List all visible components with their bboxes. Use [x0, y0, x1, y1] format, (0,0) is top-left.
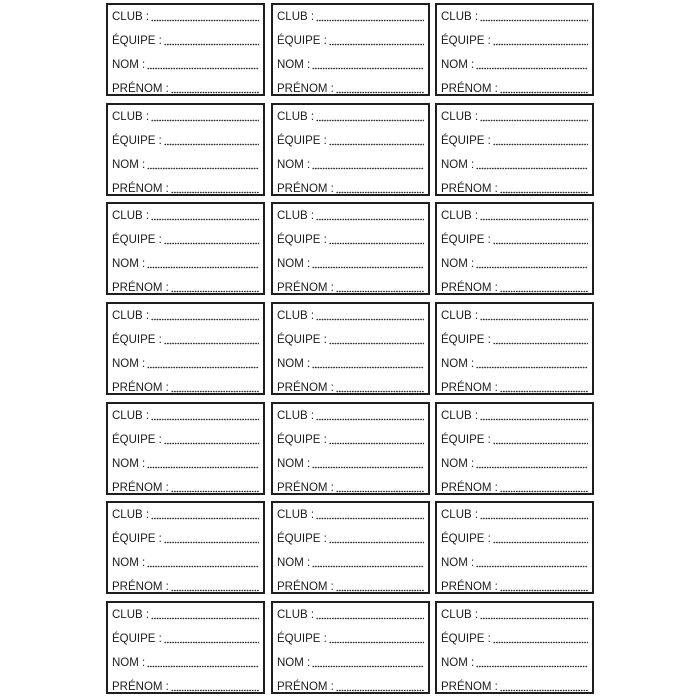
- club-field-label: CLUB :: [277, 509, 315, 521]
- nom-dotted-line: [476, 266, 588, 269]
- prenom-field: [441, 80, 588, 96]
- prenom-field: [441, 279, 588, 295]
- club-field: [112, 108, 259, 124]
- prenom-field: [112, 180, 259, 196]
- equipe-field-label: ÉQUIPE :: [277, 35, 327, 47]
- nom-field: [441, 156, 588, 172]
- prenom-dotted-line: [336, 290, 424, 293]
- nom-field-label: NOM :: [277, 358, 311, 370]
- equipe-dotted-line: [329, 442, 424, 445]
- nom-dotted-line: [147, 466, 259, 469]
- nom-dotted-line: [147, 67, 259, 70]
- nom-field: [112, 355, 259, 371]
- prenom-dotted-line: [500, 589, 588, 592]
- equipe-dotted-line: [329, 143, 424, 146]
- club-dotted-line: [480, 418, 588, 421]
- prenom-field: [441, 379, 588, 395]
- equipe-dotted-line: [493, 641, 588, 644]
- name-label-card: [271, 302, 430, 395]
- nom-field-label: NOM :: [277, 557, 311, 569]
- nom-field: [277, 554, 424, 570]
- prenom-dotted-line: [336, 589, 424, 592]
- prenom-field: [441, 479, 588, 495]
- equipe-field-label: ÉQUIPE :: [112, 234, 162, 246]
- equipe-dotted-line: [329, 541, 424, 544]
- prenom-field: [441, 180, 588, 196]
- prenom-field: [112, 479, 259, 495]
- equipe-field-label: ÉQUIPE :: [441, 35, 491, 47]
- equipe-dotted-line: [164, 43, 259, 46]
- prenom-field-label: PRÉNOM :: [441, 581, 498, 593]
- club-field: [277, 108, 424, 124]
- equipe-field-label: ÉQUIPE :: [441, 434, 491, 446]
- equipe-field-label: ÉQUIPE :: [112, 135, 162, 147]
- name-label-card: [435, 601, 594, 694]
- prenom-field: [441, 678, 588, 694]
- equipe-field-label: ÉQUIPE :: [441, 234, 491, 246]
- equipe-dotted-line: [164, 442, 259, 445]
- club-field: [441, 606, 588, 622]
- prenom-field-label: PRÉNOM :: [277, 282, 334, 294]
- club-field: [112, 407, 259, 423]
- club-field: [441, 307, 588, 323]
- club-dotted-line: [480, 617, 588, 620]
- prenom-field: [277, 578, 424, 594]
- equipe-dotted-line: [329, 242, 424, 245]
- club-dotted-line: [151, 19, 259, 22]
- nom-dotted-line: [312, 67, 424, 70]
- equipe-dotted-line: [329, 43, 424, 46]
- nom-dotted-line: [147, 167, 259, 170]
- equipe-dotted-line: [493, 442, 588, 445]
- equipe-field: [277, 32, 424, 48]
- prenom-dotted-line: [171, 589, 259, 592]
- nom-field: [112, 156, 259, 172]
- name-label-card: [106, 202, 265, 295]
- equipe-field-label: ÉQUIPE :: [441, 633, 491, 645]
- equipe-field: [112, 331, 259, 347]
- prenom-field-label: PRÉNOM :: [112, 681, 169, 693]
- nom-field: [112, 56, 259, 72]
- nom-dotted-line: [476, 67, 588, 70]
- prenom-field-label: PRÉNOM :: [112, 282, 169, 294]
- equipe-field-label: ÉQUIPE :: [277, 234, 327, 246]
- club-dotted-line: [480, 119, 588, 122]
- club-field: [277, 8, 424, 24]
- equipe-field-label: ÉQUIPE :: [112, 334, 162, 346]
- equipe-field: [441, 431, 588, 447]
- nom-field: [112, 455, 259, 471]
- prenom-dotted-line: [336, 390, 424, 393]
- name-label-card: [271, 3, 430, 96]
- nom-field: [441, 255, 588, 271]
- club-dotted-line: [316, 19, 424, 22]
- prenom-dotted-line: [171, 490, 259, 493]
- name-label-card: [106, 402, 265, 495]
- equipe-field: [441, 32, 588, 48]
- equipe-field: [277, 132, 424, 148]
- club-field-label: CLUB :: [441, 609, 479, 621]
- nom-field: [112, 554, 259, 570]
- club-dotted-line: [480, 517, 588, 520]
- name-label-card: [106, 103, 265, 196]
- nom-field-label: NOM :: [112, 59, 146, 71]
- prenom-field-label: PRÉNOM :: [277, 681, 334, 693]
- club-field-label: CLUB :: [112, 111, 150, 123]
- nom-field: [277, 156, 424, 172]
- equipe-field: [277, 231, 424, 247]
- equipe-field-label: ÉQUIPE :: [441, 135, 491, 147]
- nom-field-label: NOM :: [112, 258, 146, 270]
- name-label-card: [435, 103, 594, 196]
- prenom-dotted-line: [500, 689, 588, 692]
- club-field: [112, 506, 259, 522]
- club-field: [441, 407, 588, 423]
- club-field-label: CLUB :: [277, 11, 315, 23]
- nom-field-label: NOM :: [112, 557, 146, 569]
- prenom-dotted-line: [171, 91, 259, 94]
- prenom-dotted-line: [336, 191, 424, 194]
- nom-field-label: NOM :: [277, 59, 311, 71]
- nom-field-label: NOM :: [112, 458, 146, 470]
- name-label-card: [435, 3, 594, 96]
- club-dotted-line: [480, 218, 588, 221]
- equipe-field-label: ÉQUIPE :: [112, 633, 162, 645]
- prenom-dotted-line: [171, 191, 259, 194]
- nom-dotted-line: [147, 565, 259, 568]
- prenom-field-label: PRÉNOM :: [277, 482, 334, 494]
- prenom-field: [277, 479, 424, 495]
- prenom-field: [112, 279, 259, 295]
- club-field-label: CLUB :: [441, 210, 479, 222]
- nom-dotted-line: [312, 466, 424, 469]
- club-field-label: CLUB :: [112, 410, 150, 422]
- name-label-card: [435, 402, 594, 495]
- club-field: [441, 8, 588, 24]
- nom-field-label: NOM :: [441, 657, 475, 669]
- prenom-field-label: PRÉNOM :: [441, 382, 498, 394]
- club-field: [441, 108, 588, 124]
- prenom-field-label: PRÉNOM :: [441, 681, 498, 693]
- club-field-label: CLUB :: [277, 111, 315, 123]
- nom-dotted-line: [312, 665, 424, 668]
- club-field-label: CLUB :: [112, 509, 150, 521]
- equipe-dotted-line: [493, 143, 588, 146]
- prenom-field-label: PRÉNOM :: [112, 183, 169, 195]
- equipe-field: [441, 331, 588, 347]
- club-field: [112, 8, 259, 24]
- prenom-dotted-line: [500, 490, 588, 493]
- equipe-field: [277, 331, 424, 347]
- equipe-field: [277, 431, 424, 447]
- prenom-field-label: PRÉNOM :: [112, 482, 169, 494]
- prenom-field-label: PRÉNOM :: [441, 482, 498, 494]
- equipe-field: [441, 530, 588, 546]
- club-dotted-line: [151, 617, 259, 620]
- equipe-dotted-line: [164, 143, 259, 146]
- nom-field: [441, 355, 588, 371]
- nom-field-label: NOM :: [441, 159, 475, 171]
- nom-field: [112, 654, 259, 670]
- club-field-label: CLUB :: [277, 609, 315, 621]
- prenom-dotted-line: [500, 191, 588, 194]
- nom-field: [277, 56, 424, 72]
- name-label-card: [271, 501, 430, 594]
- club-field-label: CLUB :: [441, 111, 479, 123]
- club-field: [277, 207, 424, 223]
- equipe-dotted-line: [164, 342, 259, 345]
- club-field-label: CLUB :: [441, 509, 479, 521]
- equipe-field-label: ÉQUIPE :: [277, 434, 327, 446]
- nom-dotted-line: [312, 565, 424, 568]
- prenom-field: [277, 678, 424, 694]
- nom-field: [277, 355, 424, 371]
- prenom-field: [277, 80, 424, 96]
- prenom-dotted-line: [336, 490, 424, 493]
- prenom-field-label: PRÉNOM :: [441, 183, 498, 195]
- equipe-field-label: ÉQUIPE :: [441, 334, 491, 346]
- equipe-field: [277, 530, 424, 546]
- equipe-dotted-line: [329, 342, 424, 345]
- nom-field-label: NOM :: [112, 657, 146, 669]
- club-field: [112, 606, 259, 622]
- name-label-card: [435, 202, 594, 295]
- club-field-label: CLUB :: [441, 310, 479, 322]
- nom-field-label: NOM :: [112, 358, 146, 370]
- nom-dotted-line: [476, 466, 588, 469]
- label-sheet: [106, 3, 594, 695]
- equipe-field: [112, 630, 259, 646]
- club-dotted-line: [480, 19, 588, 22]
- club-dotted-line: [151, 119, 259, 122]
- club-dotted-line: [480, 318, 588, 321]
- prenom-dotted-line: [500, 91, 588, 94]
- prenom-field: [277, 279, 424, 295]
- club-field: [441, 207, 588, 223]
- name-label-card: [106, 601, 265, 694]
- prenom-field-label: PRÉNOM :: [277, 83, 334, 95]
- nom-field: [277, 654, 424, 670]
- nom-field: [441, 56, 588, 72]
- nom-field: [112, 255, 259, 271]
- equipe-dotted-line: [329, 641, 424, 644]
- prenom-field-label: PRÉNOM :: [277, 581, 334, 593]
- equipe-field: [112, 32, 259, 48]
- equipe-field: [441, 132, 588, 148]
- club-field-label: CLUB :: [277, 310, 315, 322]
- nom-field-label: NOM :: [277, 657, 311, 669]
- name-label-card: [271, 402, 430, 495]
- club-dotted-line: [316, 617, 424, 620]
- equipe-dotted-line: [164, 242, 259, 245]
- equipe-dotted-line: [164, 541, 259, 544]
- prenom-field: [441, 578, 588, 594]
- name-label-card: [106, 302, 265, 395]
- equipe-field: [441, 231, 588, 247]
- nom-dotted-line: [476, 366, 588, 369]
- nom-field-label: NOM :: [441, 258, 475, 270]
- prenom-dotted-line: [336, 91, 424, 94]
- prenom-field: [112, 578, 259, 594]
- equipe-field-label: ÉQUIPE :: [277, 633, 327, 645]
- prenom-field-label: PRÉNOM :: [112, 382, 169, 394]
- name-label-card: [271, 601, 430, 694]
- club-field: [277, 506, 424, 522]
- club-dotted-line: [316, 517, 424, 520]
- club-field-label: CLUB :: [112, 210, 150, 222]
- nom-field: [441, 455, 588, 471]
- prenom-dotted-line: [171, 290, 259, 293]
- club-field-label: CLUB :: [112, 11, 150, 23]
- equipe-field-label: ÉQUIPE :: [112, 434, 162, 446]
- equipe-field: [112, 530, 259, 546]
- club-field: [277, 606, 424, 622]
- nom-field: [277, 255, 424, 271]
- prenom-field-label: PRÉNOM :: [441, 83, 498, 95]
- equipe-field-label: ÉQUIPE :: [277, 135, 327, 147]
- club-dotted-line: [316, 318, 424, 321]
- nom-dotted-line: [476, 167, 588, 170]
- prenom-field-label: PRÉNOM :: [112, 581, 169, 593]
- equipe-field: [112, 132, 259, 148]
- name-label-card: [106, 3, 265, 96]
- club-field-label: CLUB :: [112, 310, 150, 322]
- club-field-label: CLUB :: [441, 410, 479, 422]
- equipe-field: [112, 431, 259, 447]
- equipe-dotted-line: [493, 342, 588, 345]
- club-field: [112, 307, 259, 323]
- club-field: [112, 207, 259, 223]
- nom-field: [441, 654, 588, 670]
- equipe-field-label: ÉQUIPE :: [112, 35, 162, 47]
- prenom-field-label: PRÉNOM :: [441, 282, 498, 294]
- prenom-field: [277, 379, 424, 395]
- prenom-field: [112, 678, 259, 694]
- prenom-field: [277, 180, 424, 196]
- equipe-field: [441, 630, 588, 646]
- name-label-card: [271, 202, 430, 295]
- equipe-field-label: ÉQUIPE :: [277, 533, 327, 545]
- equipe-field-label: ÉQUIPE :: [441, 533, 491, 545]
- nom-dotted-line: [476, 665, 588, 668]
- equipe-dotted-line: [493, 43, 588, 46]
- club-dotted-line: [316, 218, 424, 221]
- nom-field: [441, 554, 588, 570]
- equipe-field-label: ÉQUIPE :: [277, 334, 327, 346]
- prenom-field-label: PRÉNOM :: [277, 382, 334, 394]
- name-label-card: [271, 103, 430, 196]
- nom-dotted-line: [147, 366, 259, 369]
- equipe-field-label: ÉQUIPE :: [112, 533, 162, 545]
- prenom-dotted-line: [171, 689, 259, 692]
- nom-field-label: NOM :: [441, 358, 475, 370]
- nom-dotted-line: [147, 665, 259, 668]
- club-dotted-line: [316, 418, 424, 421]
- name-label-card: [106, 501, 265, 594]
- club-field: [277, 407, 424, 423]
- prenom-dotted-line: [500, 390, 588, 393]
- club-field-label: CLUB :: [277, 410, 315, 422]
- club-dotted-line: [151, 218, 259, 221]
- prenom-dotted-line: [336, 689, 424, 692]
- club-field-label: CLUB :: [441, 11, 479, 23]
- equipe-field: [112, 231, 259, 247]
- nom-dotted-line: [312, 366, 424, 369]
- club-field-label: CLUB :: [277, 210, 315, 222]
- nom-field-label: NOM :: [277, 159, 311, 171]
- club-field-label: CLUB :: [112, 609, 150, 621]
- club-field: [441, 506, 588, 522]
- prenom-dotted-line: [171, 390, 259, 393]
- name-label-card: [435, 501, 594, 594]
- name-label-card: [435, 302, 594, 395]
- nom-field-label: NOM :: [441, 59, 475, 71]
- nom-field-label: NOM :: [277, 258, 311, 270]
- equipe-dotted-line: [493, 242, 588, 245]
- nom-field-label: NOM :: [277, 458, 311, 470]
- nom-dotted-line: [312, 167, 424, 170]
- nom-dotted-line: [147, 266, 259, 269]
- nom-field-label: NOM :: [112, 159, 146, 171]
- equipe-dotted-line: [493, 541, 588, 544]
- nom-field: [277, 455, 424, 471]
- club-dotted-line: [316, 119, 424, 122]
- nom-dotted-line: [476, 565, 588, 568]
- club-field: [277, 307, 424, 323]
- nom-dotted-line: [312, 266, 424, 269]
- nom-field-label: NOM :: [441, 458, 475, 470]
- nom-field-label: NOM :: [441, 557, 475, 569]
- prenom-field-label: PRÉNOM :: [277, 183, 334, 195]
- club-dotted-line: [151, 517, 259, 520]
- prenom-field: [112, 80, 259, 96]
- equipe-field: [277, 630, 424, 646]
- equipe-dotted-line: [164, 641, 259, 644]
- prenom-dotted-line: [500, 290, 588, 293]
- prenom-field: [112, 379, 259, 395]
- prenom-field-label: PRÉNOM :: [112, 83, 169, 95]
- club-dotted-line: [151, 318, 259, 321]
- club-dotted-line: [151, 418, 259, 421]
